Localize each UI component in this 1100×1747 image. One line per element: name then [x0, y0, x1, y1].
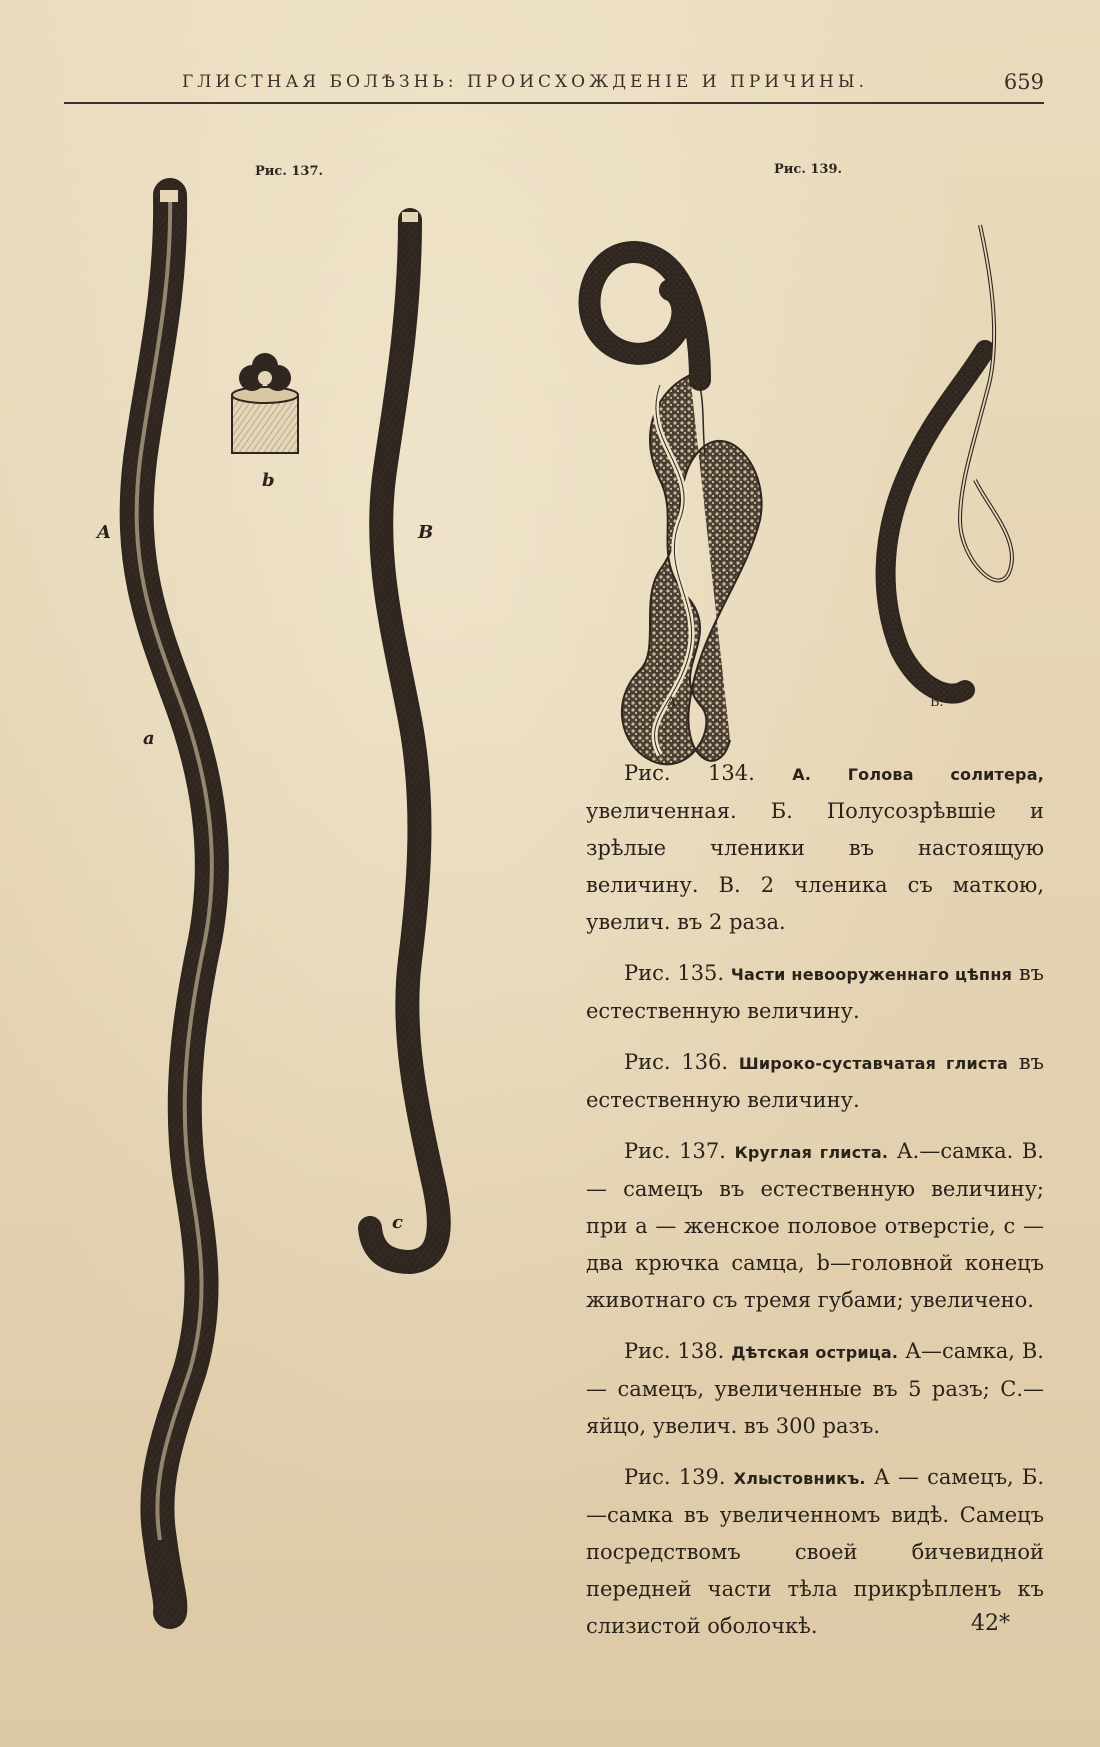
- caption-137: Рис. 137. Круглая глиста. А.—самка. В. — самецъ въ естественную величину; при а — женское половое отверстіе, с — два крючка самца, b—головной конецъ животнаго съ тремя губами; увеличено.: [586, 1139, 1044, 1312]
- figure-139-label: Рис. 139.: [774, 162, 843, 177]
- roundworm-male-illustration: [370, 212, 439, 1262]
- header-title: ГЛИСТНАЯ БОЛѢЗНЬ: ПРОИСХОЖДЕНІЕ И ПРИЧИНЫ.: [182, 72, 869, 92]
- figure-139-sub-b: Б.: [930, 695, 944, 710]
- whipworm-female-illustration: [886, 225, 1012, 694]
- page-number: 659: [1003, 70, 1044, 94]
- label-b-head: b: [262, 470, 275, 491]
- figure-137-label: Рис. 137.: [255, 164, 324, 179]
- caption-135: Рис. 135. Части невооруженнаго цѣпня въ естественную величину.: [586, 961, 1044, 1023]
- printer-signature: 42*: [971, 1611, 1010, 1636]
- whipworm-male-illustration: [590, 252, 762, 764]
- label-A-female: A: [97, 522, 111, 543]
- caption-134: Рис. 134. А. Голова солитера, увеличенная. Б. Полусозрѣвшіе и зрѣлые членики въ настоящую величину. В. 2 членика съ маткою, увелич. въ 2 раза.: [586, 761, 1044, 934]
- label-B-male: B: [418, 522, 434, 543]
- figure-139-sub-a: A.: [667, 695, 681, 710]
- label-a-opening: a: [143, 728, 155, 749]
- caption-139: Рис. 139. Хлыстовникъ. А — самецъ, Б.—самка въ увеличенномъ видѣ. Самецъ посредствомъ своей бичевидной передней части тѣла прикрѣпленъ къ слизистой оболочкѣ.: [586, 1465, 1045, 1638]
- caption-138: Рис. 138. Дѣтская острица. А—самка, В. — самецъ, увеличенные въ 5 разъ; С.—яйцо, увелич. въ 300 разъ.: [586, 1339, 1044, 1438]
- caption-136: Рис. 136. Широко-суставчатая глиста въ естественную величину.: [586, 1050, 1045, 1112]
- captions-block: [586, 755, 1044, 1659]
- label-c-hooks: c: [392, 1212, 403, 1233]
- head-detail-illustration: [232, 353, 298, 453]
- roundworm-female-illustration: [137, 190, 212, 1612]
